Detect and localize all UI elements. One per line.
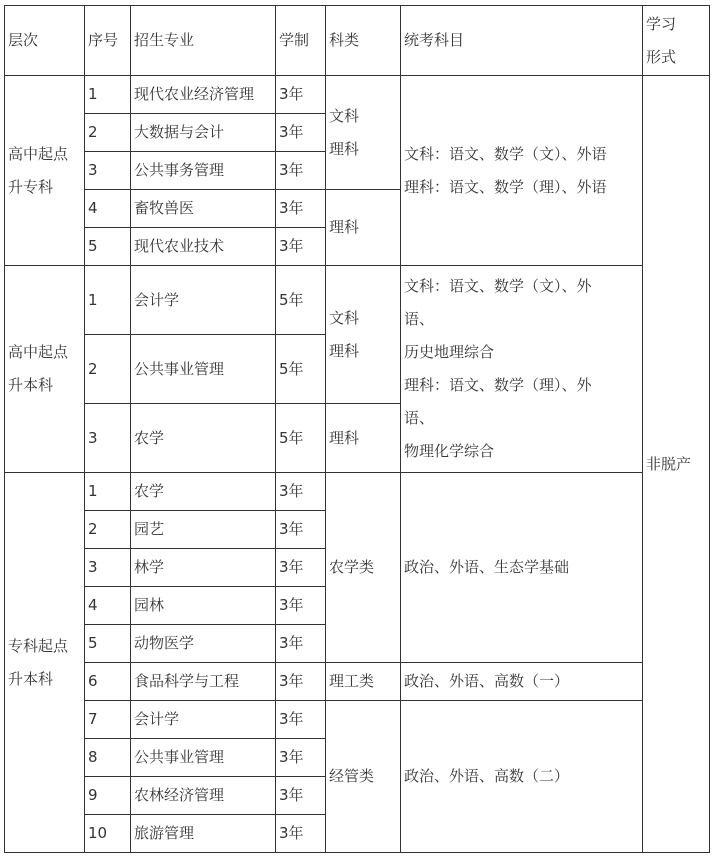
enrollment-table: [4, 5, 710, 853]
header-no: 序号: [85, 6, 131, 76]
row-major: 公共事业管理: [131, 739, 276, 777]
table-row: [5, 76, 710, 114]
row-duration: 3年: [276, 76, 326, 114]
header-category: 科类: [326, 6, 401, 76]
level-line2: 升本科: [8, 669, 54, 688]
category-line1: 文科: [329, 106, 360, 125]
row-major: 公共事务管理: [131, 152, 276, 190]
table-row: [5, 473, 710, 511]
row-no: 10: [85, 815, 131, 853]
exam-line: 语、: [404, 409, 435, 427]
level-cell: [5, 473, 85, 853]
row-major: 现代农业技术: [131, 228, 276, 266]
table-row: [5, 266, 710, 335]
header-study-form-line2: 形式: [646, 47, 677, 66]
row-no: 3: [85, 404, 131, 473]
category-line2: 理科: [329, 341, 360, 360]
row-no: 1: [85, 266, 131, 335]
row-duration: 3年: [276, 473, 326, 511]
row-no: 3: [85, 152, 131, 190]
table-row: [5, 701, 710, 739]
row-no: 2: [85, 114, 131, 152]
row-no: 5: [85, 625, 131, 663]
exam-cell: 政治、外语、生态学基础: [401, 473, 643, 663]
row-major: 园林: [131, 587, 276, 625]
level-line1: 高中起点: [8, 144, 69, 163]
row-no: 2: [85, 511, 131, 549]
row-duration: 5年: [276, 404, 326, 473]
row-major: 林学: [131, 549, 276, 587]
row-duration: 3年: [276, 815, 326, 853]
header-study-form: [643, 6, 710, 76]
row-major: 公共事业管理: [131, 335, 276, 404]
row-duration: 3年: [276, 511, 326, 549]
exam-cell: [401, 266, 643, 473]
row-duration: 3年: [276, 777, 326, 815]
exam-cell: 政治、外语、高数（一）: [401, 663, 643, 701]
row-duration: 3年: [276, 114, 326, 152]
study-form-cell: 非脱产: [643, 76, 710, 853]
row-major: 园艺: [131, 511, 276, 549]
row-duration: 3年: [276, 663, 326, 701]
row-no: 7: [85, 701, 131, 739]
row-major: 动物医学: [131, 625, 276, 663]
row-major: 农林经济管理: [131, 777, 276, 815]
category-cell: 理工类: [326, 663, 401, 701]
row-duration: 3年: [276, 701, 326, 739]
row-no: 3: [85, 549, 131, 587]
category-cell: 农学类: [326, 473, 401, 663]
category-cell: [326, 76, 401, 190]
row-duration: 3年: [276, 587, 326, 625]
row-no: 2: [85, 335, 131, 404]
exam-line: 语、: [404, 310, 435, 328]
header-exam: 统考科目: [401, 6, 643, 76]
level-line1: 高中起点: [8, 343, 69, 361]
row-no: 6: [85, 663, 131, 701]
row-major: 旅游管理: [131, 815, 276, 853]
category-cell: [326, 266, 401, 404]
row-major: 会计学: [131, 701, 276, 739]
row-no: 9: [85, 777, 131, 815]
row-duration: 3年: [276, 549, 326, 587]
row-no: 5: [85, 228, 131, 266]
row-duration: 3年: [276, 152, 326, 190]
category-cell: 经管类: [326, 701, 401, 853]
row-major: 农学: [131, 473, 276, 511]
header-major: 招生专业: [131, 6, 276, 76]
exam-cell: [401, 76, 643, 266]
row-major: 会计学: [131, 266, 276, 335]
row-major: 畜牧兽医: [131, 190, 276, 228]
level-line1: 专科起点: [8, 636, 69, 655]
exam-line: 物理化学综合: [404, 442, 495, 460]
category-line1: 文科: [329, 308, 360, 327]
category-cell: 理科: [326, 404, 401, 473]
row-no: 1: [85, 76, 131, 114]
row-no: 1: [85, 473, 131, 511]
row-major: 大数据与会计: [131, 114, 276, 152]
row-no: 4: [85, 587, 131, 625]
row-duration: 5年: [276, 335, 326, 404]
row-major: 现代农业经济管理: [131, 76, 276, 114]
exam-line2: 理科：语文、数学（理）、外语: [404, 177, 607, 196]
level-cell: [5, 266, 85, 473]
row-duration: 3年: [276, 228, 326, 266]
level-line2: 升本科: [8, 376, 54, 394]
header-row: [5, 6, 710, 76]
category-line2: 理科: [329, 139, 360, 158]
row-duration: 3年: [276, 190, 326, 228]
row-duration: 3年: [276, 739, 326, 777]
exam-cell: 政治、外语、高数（二）: [401, 701, 643, 853]
row-no: 4: [85, 190, 131, 228]
exam-line: 历史地理综合: [404, 343, 495, 361]
row-duration: 3年: [276, 625, 326, 663]
exam-line1: 文科：语文、数学（文）、外语: [404, 144, 607, 163]
row-major: 食品科学与工程: [131, 663, 276, 701]
level-line2: 升专科: [8, 177, 54, 196]
header-study-form-line1: 学习: [646, 14, 677, 33]
table-row: [5, 663, 710, 701]
exam-line: 理科：语文、数学（理）、外: [404, 376, 592, 394]
header-duration: 学制: [276, 6, 326, 76]
row-no: 8: [85, 739, 131, 777]
row-duration: 5年: [276, 266, 326, 335]
exam-line: 文科：语文、数学（文）、外: [404, 277, 592, 295]
category-cell: 理科: [326, 190, 401, 266]
row-major: 农学: [131, 404, 276, 473]
level-cell: [5, 76, 85, 266]
header-level: 层次: [5, 6, 85, 76]
